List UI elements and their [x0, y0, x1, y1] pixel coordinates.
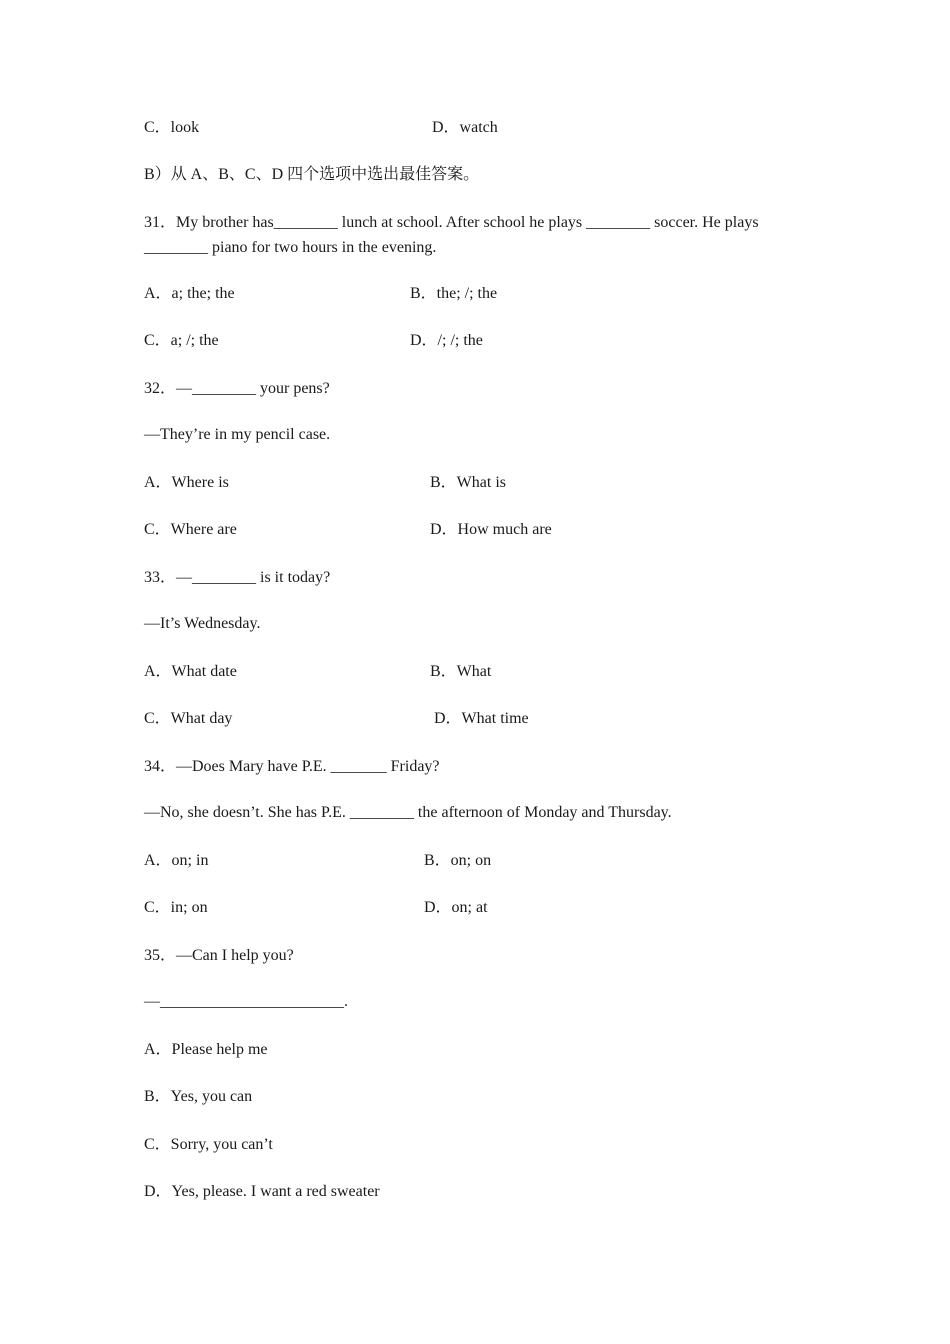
option-c: C．What day: [144, 710, 233, 727]
question-stem: 35．—Can I help you?: [144, 947, 294, 964]
option-b: B．What is: [430, 474, 506, 491]
option-d: D．How much are: [430, 521, 552, 538]
question-stem: 32．—________ your pens?: [144, 380, 330, 397]
option-d: D．/; /; the: [410, 332, 483, 349]
question-stem: 33．—________ is it today?: [144, 569, 331, 586]
option-c: C．in; on: [144, 899, 208, 916]
option-c: C．a; /; the: [144, 332, 219, 349]
question-answer-line: —It’s Wednesday.: [144, 615, 261, 632]
option-b: B．What: [430, 663, 492, 680]
option-a: A．a; the; the: [144, 285, 235, 302]
option-d: D．watch: [432, 119, 498, 136]
question-stem: 34．—Does Mary have P.E. _______ Friday?: [144, 758, 440, 775]
option-a: A．Where is: [144, 474, 229, 491]
question-answer-line: —They’re in my pencil case.: [144, 426, 331, 443]
option-a: A．What date: [144, 663, 237, 680]
option-b: B．Yes, you can: [144, 1088, 253, 1105]
option-a: A．Please help me: [144, 1041, 268, 1058]
option-c: C．Where are: [144, 521, 237, 538]
question-answer-line: —_______________________.: [144, 993, 348, 1010]
option-d: D．What time: [434, 710, 529, 727]
question-stem: 31．My brother has________ lunch at school. After school he plays ________ soccer. He plays ________ piano for two hours in the evening.: [144, 214, 759, 256]
option-b: B．on; on: [424, 852, 492, 869]
option-d: D．Yes, please. I want a red sweater: [144, 1183, 380, 1200]
question-answer-line: —No, she doesn’t. She has P.E. ________ the afternoon of Monday and Thursday.: [144, 804, 672, 821]
option-a: A．on; in: [144, 852, 209, 869]
option-b: B．the; /; the: [410, 285, 498, 302]
option-c: C．look: [144, 119, 200, 136]
option-d: D．on; at: [424, 899, 488, 916]
option-c: C．Sorry, you can’t: [144, 1136, 273, 1153]
section-heading: B）从 A、B、C、D 四个选项中选出最佳答案。: [144, 166, 480, 183]
